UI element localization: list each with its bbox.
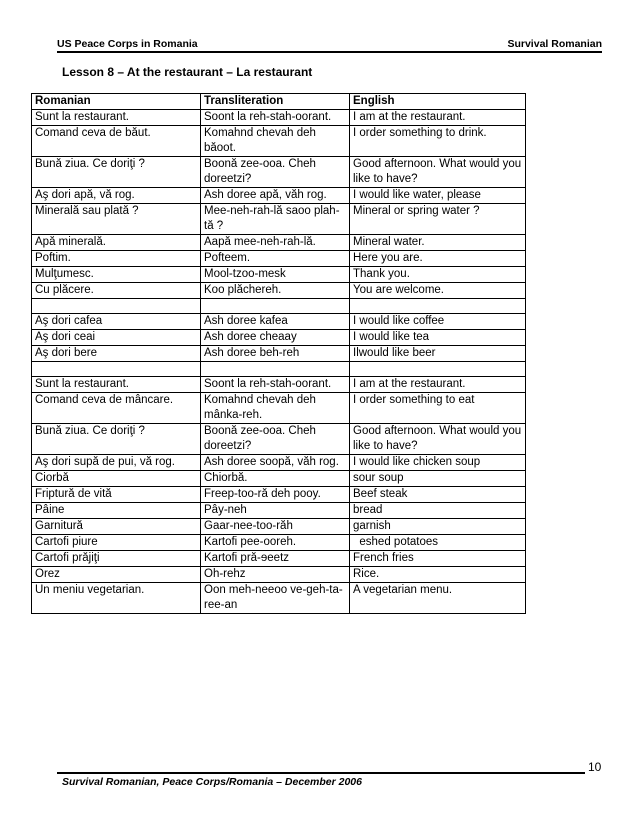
english-cell: I would like tea [350, 330, 526, 346]
romanian-cell: Garnitură [32, 519, 201, 535]
romanian-cell: Aş dori supă de pui, vă rog. [32, 455, 201, 471]
table-row [32, 235, 526, 251]
transliteration-cell: Mool-tzoo-mesk [201, 267, 350, 283]
transliteration-cell: Pofteem. [201, 251, 350, 267]
table-header-row [32, 94, 526, 110]
table-row [32, 567, 526, 583]
table-row [32, 330, 526, 346]
header-left-text: US Peace Corps in Romania [57, 38, 198, 50]
column-header-romanian: Romanian [32, 94, 201, 110]
english-cell: I would like water, please [350, 188, 526, 204]
column-header-english: English [350, 94, 526, 110]
english-cell: I am at the restaurant. [350, 377, 526, 393]
transliteration-cell: Boonă zee-ooa. Cheh doreetzi? [201, 157, 350, 188]
vocabulary-table [31, 93, 526, 614]
footer-rule [57, 772, 585, 774]
english-cell: Thank you. [350, 267, 526, 283]
romanian-cell: Cartofi prăjiţi [32, 551, 201, 567]
table-row [32, 583, 526, 614]
transliteration-cell: Freep-too-ră deh pooy. [201, 487, 350, 503]
romanian-cell: Ciorbă [32, 471, 201, 487]
transliteration-cell: Komahnd chevah deh mânka-reh. [201, 393, 350, 424]
english-cell: Beef steak [350, 487, 526, 503]
lesson-title: Lesson 8 – At the restaurant – La restaurant [62, 65, 313, 79]
romanian-cell: Aş dori bere [32, 346, 201, 362]
transliteration-cell: Pây-neh [201, 503, 350, 519]
header-rule [57, 51, 602, 53]
transliteration-cell [201, 362, 350, 377]
english-cell [350, 362, 526, 377]
table-row [32, 251, 526, 267]
header-right-text: Survival Romanian [507, 38, 602, 50]
romanian-cell: Aş dori ceai [32, 330, 201, 346]
table-row [32, 204, 526, 235]
column-header-transliteration: Transliteration [201, 94, 350, 110]
transliteration-cell: Ash doree kafea [201, 314, 350, 330]
romanian-cell: Aş dori cafea [32, 314, 201, 330]
romanian-cell: Comand ceva de mâncare. [32, 393, 201, 424]
english-cell: I order something to drink. [350, 126, 526, 157]
table-row [32, 503, 526, 519]
english-cell: Mineral or spring water ? [350, 204, 526, 235]
romanian-cell [32, 362, 201, 377]
english-cell: Good afternoon. What would you like to have? [350, 424, 526, 455]
table-row [32, 362, 526, 377]
transliteration-cell: Ash doree soopă, văh rog. [201, 455, 350, 471]
table-row [32, 346, 526, 362]
transliteration-cell: Boonă zee-ooa. Cheh doreetzi? [201, 424, 350, 455]
romanian-cell: Aş dori apă, vă rog. [32, 188, 201, 204]
transliteration-cell: Soont la reh-stah-oorant. [201, 110, 350, 126]
table-row [32, 393, 526, 424]
transliteration-cell: Kartofi pră-ɘeetz [201, 551, 350, 567]
english-cell: I am at the restaurant. [350, 110, 526, 126]
romanian-cell: Friptură de vită [32, 487, 201, 503]
romanian-cell: Cu plăcere. [32, 283, 201, 299]
page-footer: Survival Romanian, Peace Corps/Romania – December 2006 [62, 776, 362, 788]
romanian-cell: Sunt la restaurant. [32, 377, 201, 393]
table-row [32, 551, 526, 567]
table-row [32, 283, 526, 299]
transliteration-cell: Ash doree beh-reh [201, 346, 350, 362]
transliteration-cell: Mee-neh-rah-lă saoo plah-tă ? [201, 204, 350, 235]
english-cell: I order something to eat [350, 393, 526, 424]
romanian-cell: Bună ziua. Ce doriţi ? [32, 424, 201, 455]
english-cell [350, 299, 526, 314]
table-row [32, 157, 526, 188]
table-row [32, 110, 526, 126]
table-row [32, 314, 526, 330]
romanian-cell: Orez [32, 567, 201, 583]
page-number: 10 [588, 760, 602, 774]
table-row [32, 519, 526, 535]
table-row [32, 535, 526, 551]
english-cell: French fries [350, 551, 526, 567]
english-cell: I would like coffee [350, 314, 526, 330]
table-row [32, 487, 526, 503]
transliteration-cell: Gaar-nee-too-răh [201, 519, 350, 535]
transliteration-cell: Soont la reh-stah-oorant. [201, 377, 350, 393]
table-row [32, 188, 526, 204]
table-row [32, 424, 526, 455]
romanian-cell: Poftim. [32, 251, 201, 267]
english-cell: Good afternoon. What would you like to have? [350, 157, 526, 188]
english-cell: I would like chicken soup [350, 455, 526, 471]
romanian-cell: Comand ceva de băut. [32, 126, 201, 157]
romanian-cell: Apă minerală. [32, 235, 201, 251]
romanian-cell: Mulţumesc. [32, 267, 201, 283]
romanian-cell: Cartofi piure [32, 535, 201, 551]
transliteration-cell: Oh-rehz [201, 567, 350, 583]
english-cell: Ilwould like beer [350, 346, 526, 362]
romanian-cell [32, 299, 201, 314]
english-cell: A vegetarian menu. [350, 583, 526, 614]
transliteration-cell [201, 299, 350, 314]
english-cell: You are welcome. [350, 283, 526, 299]
english-cell: eshed potatoes [350, 535, 526, 551]
english-cell: Here you are. [350, 251, 526, 267]
table-row [32, 471, 526, 487]
table-row [32, 455, 526, 471]
table-body [32, 110, 526, 614]
table-row [32, 267, 526, 283]
transliteration-cell: Komahnd chevah deh băoot. [201, 126, 350, 157]
table-row [32, 299, 526, 314]
table-row [32, 377, 526, 393]
romanian-cell: Un meniu vegetarian. [32, 583, 201, 614]
romanian-cell: Minerală sau plată ? [32, 204, 201, 235]
romanian-cell: Bună ziua. Ce doriţi ? [32, 157, 201, 188]
transliteration-cell: Aapă mee-neh-rah-lă. [201, 235, 350, 251]
transliteration-cell: Chiorbă. [201, 471, 350, 487]
table-row [32, 126, 526, 157]
english-cell: bread [350, 503, 526, 519]
english-cell: garnish [350, 519, 526, 535]
english-cell: Mineral water. [350, 235, 526, 251]
romanian-cell: Pâine [32, 503, 201, 519]
transliteration-cell: Kartofi pee-ooreh. [201, 535, 350, 551]
english-cell: Rice. [350, 567, 526, 583]
romanian-cell: Sunt la restaurant. [32, 110, 201, 126]
transliteration-cell: Ash doree apă, văh rog. [201, 188, 350, 204]
transliteration-cell: Koo plăchereh. [201, 283, 350, 299]
transliteration-cell: Oon meh-neeoo ve-geh-ta-ree-an [201, 583, 350, 614]
transliteration-cell: Ash doree cheaay [201, 330, 350, 346]
english-cell: sour soup [350, 471, 526, 487]
